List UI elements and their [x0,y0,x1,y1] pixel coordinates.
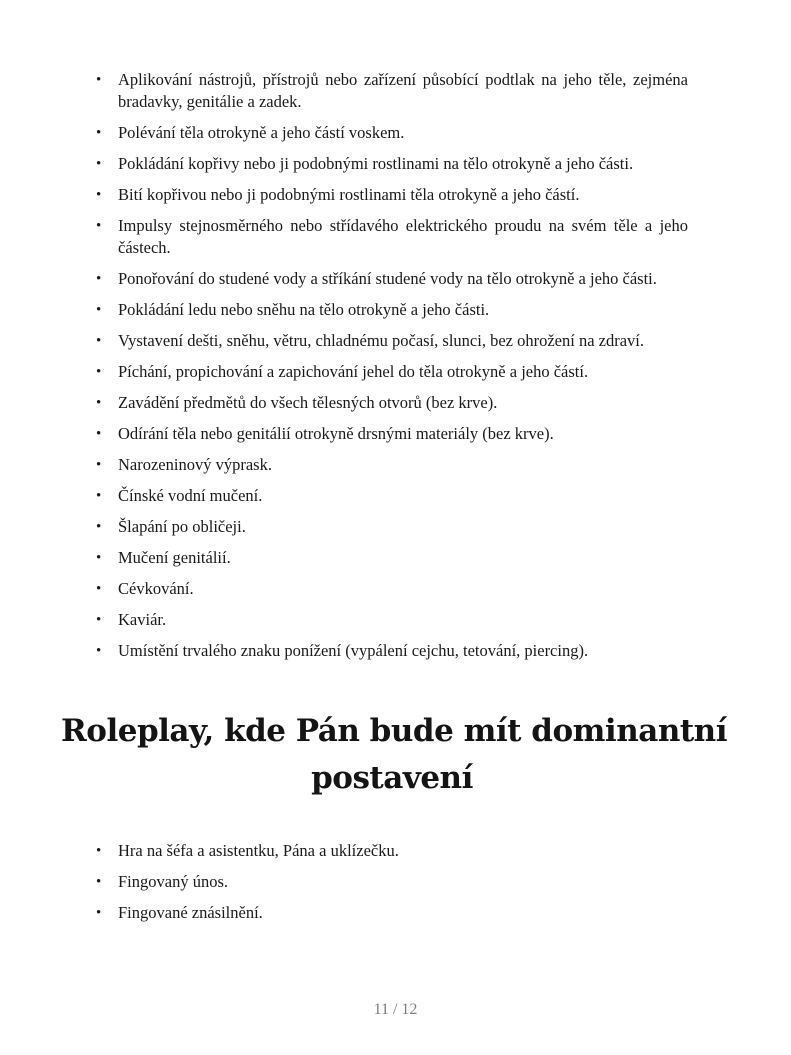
list-item [96,547,688,569]
list-item-text: Polévání těla otrokyně a jeho částí voskem. [118,123,405,142]
roleplay-list [96,840,688,924]
list-item [96,902,688,924]
list-item [96,609,688,631]
list-item [96,871,688,893]
list-item [96,423,688,445]
bullet-icon: • [96,364,102,380]
bullet-icon: • [96,333,102,349]
list-item-text: Pokládání kopřivy nebo ji podobnými rostlinami na tělo otrokyně a jeho části. [118,154,634,173]
list-item-text: Fingovaný únos. [118,872,229,891]
section-heading [61,708,727,802]
list-item-text: Pokládání ledu nebo sněhu na tělo otrokyně a jeho části. [118,300,490,319]
activities-list [96,69,688,662]
bullet-icon: • [96,187,102,203]
list-item [96,153,688,175]
list-item [96,454,688,476]
list-item [96,840,688,862]
list-item-text: Impulsy stejnosměrného nebo střídavého elektrického proudu na svém těle a jeho částech. [118,216,688,257]
bullet-icon: • [96,905,102,921]
list-item [96,69,688,113]
page-number: 11 / 12 [373,1001,418,1018]
bullet-icon: • [96,457,102,473]
list-item [96,330,688,352]
list-item [96,485,688,507]
list-item-text: Cévkování. [118,579,194,598]
list-item [96,184,688,206]
bullet-icon: • [96,612,102,628]
bullet-icon: • [96,581,102,597]
list-item-text: Narozeninový výprask. [118,455,272,474]
list-item [96,268,688,290]
list-item [96,516,688,538]
bullet-icon: • [96,519,102,535]
list-item-text: Aplikování nástrojů, přístrojů nebo zařízení působící podtlak na jeho těle, zejména bradavky, genitálie a zadek. [118,70,688,111]
bullet-icon: • [96,488,102,504]
bullet-icon: • [96,72,102,88]
list-item-text: Čínské vodní mučení. [118,486,263,505]
list-item [96,299,688,321]
list-item-text: Mučení genitálií. [118,548,231,567]
list-item [96,392,688,414]
heading-line-2: postavení [311,760,473,796]
bullet-icon: • [96,218,102,234]
list-item-text: Ponořování do studené vody a stříkání studené vody na tělo otrokyně a jeho části. [118,269,657,288]
list-item [96,578,688,600]
list-item-text: Fingované znásilnění. [118,903,263,922]
bullet-icon: • [96,550,102,566]
list-item-text: Umístění trvalého znaku ponížení (vypálení cejchu, tetování, piercing). [118,641,589,660]
list-item-text: Hra na šéfa a asistentku, Pána a uklízečku. [118,841,399,860]
bullet-icon: • [96,302,102,318]
list-item [96,122,688,144]
bullet-icon: • [96,874,102,890]
page-content [61,69,727,933]
bullet-icon: • [96,156,102,172]
list-item [96,640,688,662]
list-item-text: Kaviár. [118,610,167,629]
bullet-icon: • [96,643,102,659]
bullet-icon: • [96,843,102,859]
list-item-text: Píchání, propichování a zapichování jehel do těla otrokyně a jeho částí. [118,362,589,381]
list-item-text: Bití kopřivou nebo ji podobnými rostlinami těla otrokyně a jeho částí. [118,185,580,204]
list-item [96,215,688,259]
list-item [96,361,688,383]
list-item-text: Odírání těla nebo genitálií otrokyně drsnými materiály (bez krve). [118,424,554,443]
list-item-text: Vystavení dešti, sněhu, větru, chladnému počasí, slunci, bez ohrožení na zdraví. [118,331,645,350]
bullet-icon: • [96,271,102,287]
list-item-text: Šlapání po obličeji. [118,517,246,536]
bullet-icon: • [96,125,102,141]
heading-line-1: Roleplay, kde Pán bude mít dominantní [61,713,727,749]
bullet-icon: • [96,426,102,442]
list-item-text: Zavádění předmětů do všech tělesných otvorů (bez krve). [118,393,498,412]
bullet-icon: • [96,395,102,411]
